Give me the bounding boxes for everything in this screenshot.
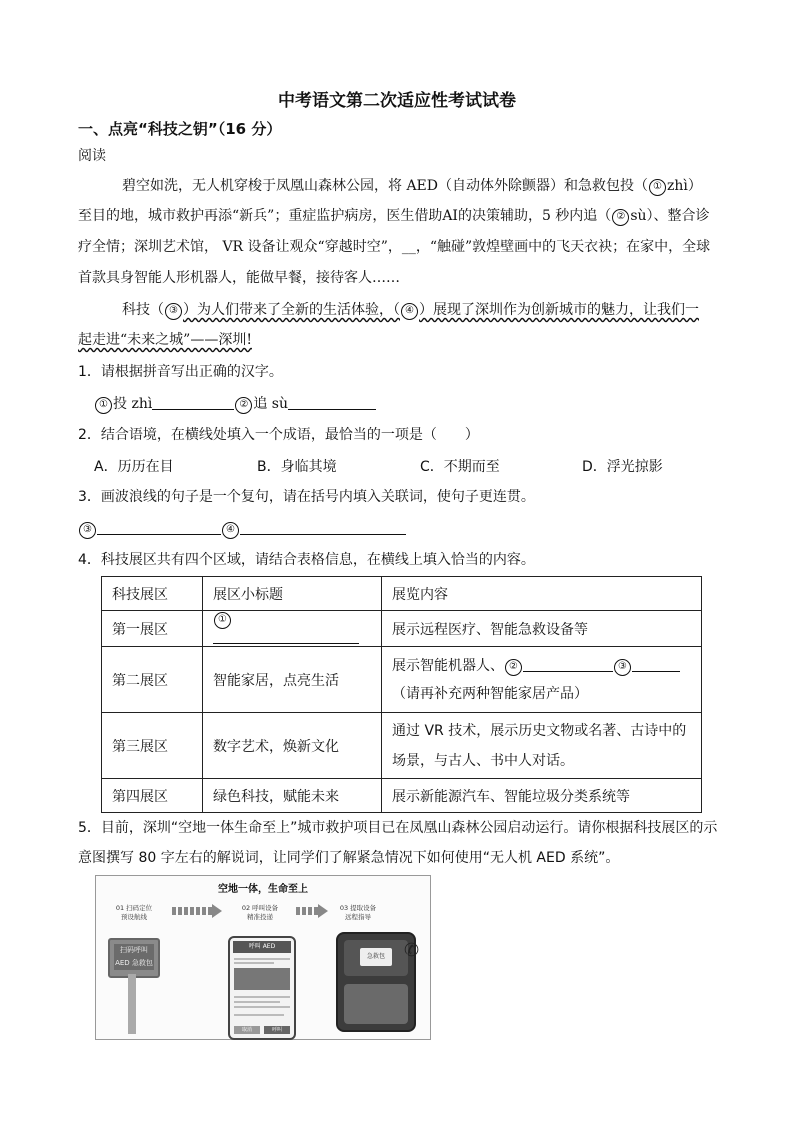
arrow-head-icon (212, 904, 222, 918)
option-a[interactable]: A．历历在目 (94, 459, 174, 475)
question-5-cont: 意图撰写 80 字左右的解说词，让同学们了解紧急情况下如何使用“无人机 AED 系统”。 (78, 850, 620, 866)
phone-call-icon: ✆ (404, 940, 420, 961)
table-row (102, 611, 702, 647)
table-cell: 第四展区 (102, 779, 203, 813)
answer-blank[interactable] (240, 520, 406, 535)
blank-marker: ④ (401, 303, 418, 320)
passage-line: 首款具身智能人形机器人，能做早餐，接待客人…… (78, 270, 400, 286)
table-row (102, 713, 702, 779)
divider (234, 962, 274, 964)
blank-marker: ③ (614, 659, 631, 676)
wavy-sentence (183, 302, 699, 318)
table-cell: 数字艺术，焕新文化 (203, 713, 382, 779)
table-cell: 第一展区 (102, 611, 203, 647)
option-c[interactable]: C．不期而至 (420, 459, 500, 475)
blank-marker: ② (505, 659, 522, 676)
question-2: 2．结合语境，在横线处填入一个成语，最恰当的一项是（ ） (78, 427, 479, 443)
case-inside (344, 984, 408, 1024)
answer-blank[interactable] (152, 395, 234, 410)
blank-marker: ③ (79, 522, 96, 539)
option-d[interactable]: D．浮光掠影 (582, 459, 663, 475)
call-button: 呼叫 (264, 1026, 290, 1034)
table-cell: 绿色科技，赋能未来 (203, 779, 382, 813)
q1-label: 投 zhì (113, 396, 153, 412)
cancel-button: 取消 (234, 1026, 260, 1034)
question-5: 5．目前，深圳“空地一体生命至上”城市救护项目已在凤凰山森林公园启动运行。请你根据科技展区的示 (78, 820, 718, 836)
arrow-icon (172, 907, 212, 915)
passage-text: 至目的地，城市救护再添“新兵”；重症监护病房，医生借助AI的决策辅助，5 秒内追（ (78, 208, 612, 224)
passage-text: 科技（ (122, 302, 164, 318)
table-header-row (102, 577, 702, 611)
step-2-label: 02 呼叫设备 精准投递 (241, 904, 279, 921)
table-header: 展览内容 (382, 577, 702, 611)
table-cell: 智能家居，点亮生活 (203, 647, 382, 713)
divider (234, 1014, 284, 1016)
passage-line: 疗全情；深圳艺术馆， VR 设备让观众“穿越时空”，__，“触碰”敦煌壁画中的飞天衣袂；在家中，全球 (78, 239, 711, 255)
passage-line (122, 176, 702, 196)
step-3-label: 03 提取设备 远程指导 (339, 904, 377, 921)
arrow-head-icon (318, 904, 328, 918)
table-header: 科技展区 (102, 577, 203, 611)
divider (234, 1001, 280, 1003)
passage-line (78, 206, 710, 226)
map-thumbnail (234, 968, 290, 990)
blank-marker: ② (235, 397, 252, 414)
q3-answer-line (78, 519, 406, 539)
table-text: 展示智能机器人、 (392, 657, 504, 674)
divider (234, 1006, 290, 1008)
answer-blank[interactable] (632, 657, 680, 672)
answer-blank[interactable] (213, 629, 359, 644)
table-text: （请再补充两种智能家居产品） (392, 685, 588, 702)
table-text: 场景，与古人、书中人对话。 (392, 752, 574, 769)
divider (234, 958, 290, 960)
arrow-icon (296, 907, 318, 915)
phone-header: 呼叫 AED (233, 941, 291, 953)
divider (234, 996, 290, 998)
qr-sign-icon (108, 938, 160, 978)
blank-marker: ① (214, 612, 231, 629)
table-cell (203, 611, 382, 647)
question-3: 3．画波浪线的句子是一个复句，请在括号内填入关联词，使句子更连贯。 (78, 489, 535, 505)
question-4: 4．科技展区共有四个区域，请结合表格信息，在横线上填入恰当的内容。 (78, 552, 535, 568)
blank-marker: ② (612, 209, 629, 226)
table-header: 展区小标题 (203, 577, 382, 611)
blank-marker: ④ (222, 522, 239, 539)
passage-text: 起走进“未来之城”——深圳! (78, 332, 252, 348)
passage-line (122, 300, 699, 320)
blank-marker: ③ (165, 303, 182, 320)
q1-label: 追 sù (253, 396, 288, 412)
table-cell: 第三展区 (102, 713, 203, 779)
table-cell: 第二展区 (102, 647, 203, 713)
table-cell (382, 713, 702, 779)
passage-line (78, 330, 252, 350)
page-title: 中考语文第二次适应性考试试卷 (278, 91, 516, 111)
blank-marker: ① (649, 179, 666, 196)
passage-text: ）展现了深圳作为创新城市的魅力，让我们一 (419, 302, 699, 318)
step-1-label: 01 扫码定位 预设航线 (115, 904, 153, 921)
table-row (102, 779, 702, 813)
table-text: 通过 VR 技术，展示历史文物或名著、古诗中的 (392, 722, 687, 739)
question-1: 1．请根据拼音写出正确的汉字。 (78, 364, 283, 380)
q1-answer-line (94, 394, 376, 414)
blank-marker: ① (95, 397, 112, 414)
table-cell (382, 647, 702, 713)
passage-text: zhì） (667, 178, 702, 194)
passage-text: sù）、整合诊 (630, 208, 710, 224)
diagram-title: 空地一体，生命至上 (218, 884, 308, 895)
aed-diagram (95, 875, 431, 1040)
table-cell: 展示新能源汽车、智能垃圾分类系统等 (382, 779, 702, 813)
passage-text: 碧空如洗，无人机穿梭于凤凰山森林公园，将 AED（自动体外除颤器）和急救包投（ (122, 178, 649, 194)
passage-text: ）为人们带来了全新的生活体验，（ (183, 302, 400, 318)
answer-blank[interactable] (288, 395, 376, 410)
table-row (102, 647, 702, 713)
answer-blank[interactable] (523, 657, 613, 672)
read-label: 阅读 (78, 148, 106, 164)
phone-screen-icon (228, 936, 296, 1040)
option-b[interactable]: B．身临其境 (257, 459, 337, 475)
sign-pole (128, 974, 136, 1034)
answer-blank[interactable] (97, 520, 221, 535)
section-heading: 一、点亮“科技之钥”（16 分） (78, 120, 282, 138)
sign-text: 扫码呼叫 AED 急救包 (114, 944, 154, 970)
exhibit-table (101, 576, 702, 813)
table-cell: 展示远程医疗、智能急救设备等 (382, 611, 702, 647)
case-logo: 急救包 (360, 948, 392, 966)
